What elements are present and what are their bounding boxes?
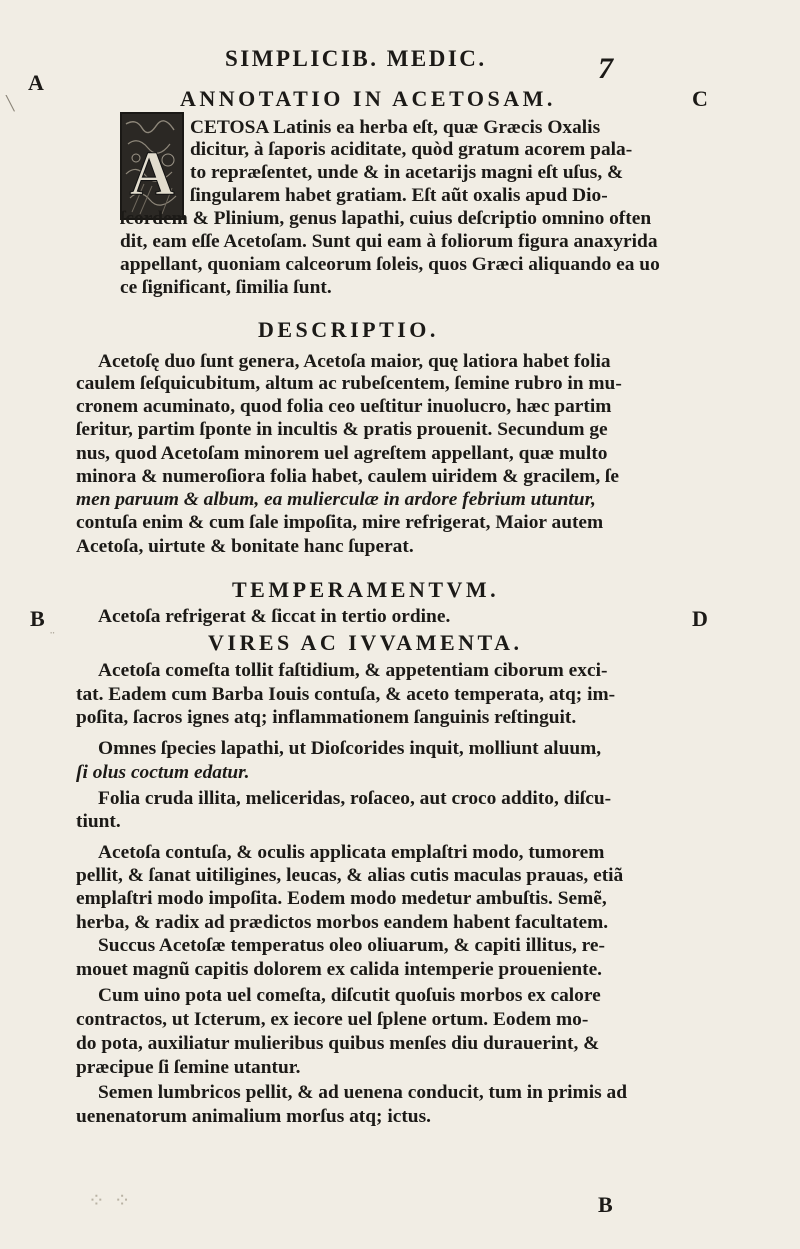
margin-tick-mark: ¨: [50, 630, 55, 645]
text-line: appellant, quoniam calceorum ſoleis, quos Græci aliquando ea uo: [120, 254, 660, 275]
text-line: Acetoſę duo ſunt genera, Acetoſa maior, quę latiora habet folia: [98, 351, 611, 372]
woodcut-initial: [120, 112, 184, 220]
margin-letter-c: C: [692, 86, 708, 111]
text-line: CETOSA Latinis ea herba eſt, quæ Græcis Oxalis: [190, 117, 601, 138]
running-title: SIMPLICIB. MEDIC.: [225, 46, 487, 71]
margin-letter-a: A: [28, 70, 44, 95]
text-line: Acetoſa refrigerat & ſiccat in tertio ordine.: [98, 606, 451, 627]
margin-letter-b: B: [30, 606, 45, 631]
text-line: do pota, auxiliatur mulieribus quibus menſes diu durauerint, &: [76, 1033, 600, 1054]
heading-virtues: VIRES AC IVVAMENTA.: [208, 630, 523, 655]
svg-text:A: A: [129, 140, 175, 208]
text-line: ſcordem & Plinium, genus lapathi, cuius deſcriptio omnino often: [120, 208, 652, 229]
text-line: ſingularem habet gratiam. Eſt aũt oxalis apud Dio-: [190, 185, 608, 206]
text-line: ſi olus coctum edatur.: [76, 762, 250, 783]
text-line: minora & numeroſiora folia habet, caulem uiridem & gracilem, ſe: [76, 466, 620, 487]
text-line: ſeritur, partim ſponte in incultis & pratis prouenit. Secundum ge: [76, 419, 608, 440]
margin-letter-d: D: [692, 606, 708, 631]
heading-temperament: TEMPERAMENTVM.: [232, 577, 500, 602]
text-line: Omnes ſpecies lapathi, ut Dioſcorides inquit, molliunt aluum,: [98, 738, 602, 759]
text-line: nus, quod Acetoſam minorem uel agreſtem appellant, quæ multo: [76, 443, 608, 464]
text-line: pellit, & ſanat uitiligines, leucas, & alias cutis maculas prauas, etiã: [76, 865, 624, 886]
text-line: cronem acuminato, quod folia ceo ueſtitur inuolucro, hæc partim: [76, 396, 612, 417]
text-line: mouet magnũ capitis dolorem ex calida intemperie proueniente.: [76, 959, 603, 980]
text-line: poſita, ſacros ignes atq; inflammationem ſanguinis reſtinguit.: [76, 707, 577, 728]
text-line: Acetoſa contuſa, & oculis applicata emplaſtri modo, tumorem: [98, 842, 605, 863]
text-line: dit, eam eſſe Acetoſam. Sunt qui eam à foliorum figura anaxyrida: [120, 231, 658, 252]
text-line: tat. Eadem cum Barba Iouis contuſa, & aceto temperata, atq; im-: [76, 684, 616, 705]
text-line: men paruum & album, ea mulierculæ in ardore febrium utuntur,: [76, 489, 596, 510]
text-line: ce ſignificant, ſimilia ſunt.: [120, 277, 332, 298]
catchword: B: [598, 1192, 613, 1217]
text-line: emplaſtri modo impoſita. Eodem modo medetur ambuſtis. Semẽ,: [76, 888, 607, 909]
text-line: Semen lumbricos pellit, & ad uenena conducit, tum in primis ad: [98, 1082, 627, 1103]
text-line: to repræſentet, unde & in acetarijs magni eſt uſus, &: [190, 162, 624, 183]
text-line: Succus Acetoſæ temperatus oleo oliuarum, & capiti illitus, re-: [98, 935, 605, 956]
text-line: uenenatorum animalium morſus atq; ictus.: [76, 1106, 431, 1127]
faded-stamp-mark: ⁘ ⁘: [88, 1190, 133, 1212]
folio-number: 7: [598, 52, 613, 85]
text-line: præcipue ſi ſemine utantur.: [76, 1057, 301, 1078]
text-line: Acetoſa, uirtute & bonitate hanc ſuperat.: [76, 536, 414, 557]
text-line: contuſa enim & cum ſale impoſita, mire refrigerat, Maior autem: [76, 512, 604, 533]
margin-tick-mark: ╲: [6, 97, 15, 112]
text-line: Cum uino pota uel comeſta, diſcutit quoſuis morbos ex calore: [98, 985, 601, 1006]
text-line: Folia cruda illita, meliceridas, roſaceo, aut croco addito, diſcu-: [98, 788, 612, 809]
text-line: tiunt.: [76, 811, 121, 832]
text-line: Acetoſa comeſta tollit faſtidium, & appetentiam ciborum exci-: [98, 660, 608, 681]
text-line: caulem ſeſquicubitum, altum ac rubeſcentem, ſemine rubro in mu-: [76, 373, 622, 394]
heading-annotation: ANNOTATIO IN ACETOSAM.: [180, 86, 556, 111]
text-line: herba, & radix ad prædictos morbos eandem habent facultatem.: [76, 912, 609, 933]
woodcut-ornament-icon: [122, 114, 182, 218]
text-line: contractos, ut Icterum, ex iecore uel ſplene ortum. Eodem mo-: [76, 1009, 589, 1030]
heading-description: DESCRIPTIO.: [258, 317, 439, 342]
text-line: dicitur, à ſaporis aciditate, quòd gratum acorem pala-: [190, 139, 633, 160]
